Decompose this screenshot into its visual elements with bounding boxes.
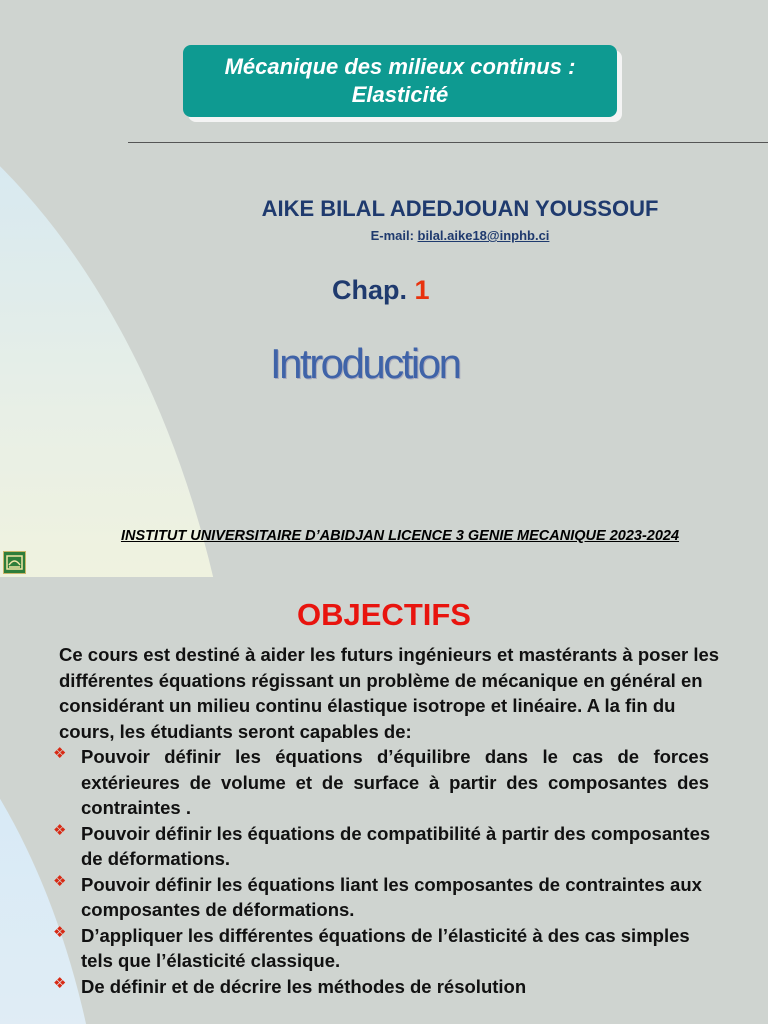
chapter-label [332, 275, 430, 306]
home-icon[interactable] [3, 551, 26, 574]
author-name: AIKE BILAL ADEDJOUAN YOUSSOUF [261, 196, 659, 221]
chapter-number: 1 [414, 275, 430, 305]
slide-objectives [0, 577, 768, 1024]
list-item [53, 974, 724, 1000]
list-item [53, 744, 709, 821]
objectives-intro: Ce cours est destiné à aider les futurs ingénieurs et mastérants à poser les différentes équations régissant un problème de mécanique en général en considérant un milieu continu élastique isotrope et linéaire. A la fin du cours, les étudiants seront capables de: [59, 644, 720, 742]
list-item-text: De définir et de décrire les méthodes de résolution [81, 975, 527, 997]
email-label: E-mail: [370, 228, 414, 243]
diamond-bullet-icon: ❖ [53, 745, 67, 762]
diamond-bullet-icon: ❖ [53, 923, 67, 941]
objectives-heading: OBJECTIFS [297, 597, 471, 632]
author-email [300, 228, 620, 243]
objectives-body [53, 642, 724, 999]
divider-line [128, 142, 768, 143]
list-item-text: Pouvoir définir les équations d’équilibre dans le cas de forces extérieures de volume et de surface à partir des composantes des contraintes . [81, 746, 709, 818]
list-item-text: Pouvoir définir les équations liant les composantes de contraintes aux composantes de déformations. [81, 873, 702, 920]
course-title-line1: Mécanique des milieux continus : [224, 54, 576, 79]
list-item [53, 872, 724, 923]
list-item-text: D’appliquer les différentes équations de l’élasticité à des cas simples tels que l’élasticité classique. [81, 924, 690, 971]
institute-line: INSTITUT UNIVERSITAIRE D’ABIDJAN LICENCE 3 GENIE MECANIQUE 2023-2024 [120, 528, 680, 544]
diamond-bullet-icon: ❖ [53, 974, 67, 992]
diamond-bullet-icon: ❖ [53, 821, 67, 839]
course-title-line2: Elasticité [351, 82, 449, 107]
email-link[interactable]: bilal.aike18@inphb.ci [417, 228, 550, 243]
list-item [53, 821, 724, 872]
diamond-bullet-icon: ❖ [53, 872, 67, 890]
course-title-box [183, 45, 617, 117]
chapter-prefix: Chap. [332, 275, 408, 305]
list-item [53, 923, 724, 974]
list-item-text: Pouvoir définir les équations de compatibilité à partir des composantes de déformations. [81, 822, 711, 869]
objectives-list [53, 744, 724, 999]
chapter-title: Introduction [270, 340, 460, 387]
